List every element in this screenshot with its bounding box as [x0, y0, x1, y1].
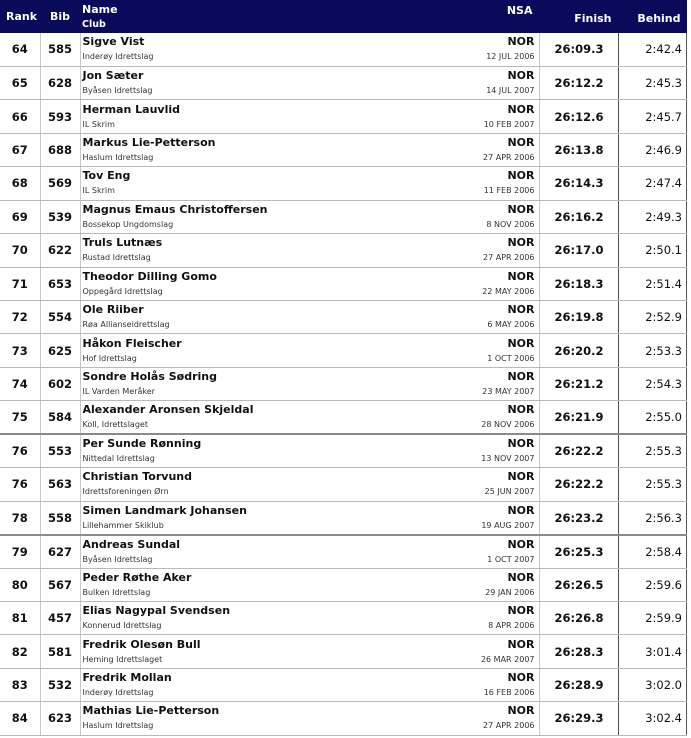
club-name: Lillehammer Skiklub [82, 520, 164, 530]
rank-cell: 84 [0, 702, 40, 735]
behind-time: 3:02.4 [618, 702, 687, 735]
athlete-name[interactable]: Andreas Sundal [82, 537, 181, 551]
name-cell [80, 66, 460, 99]
birth-date: 14 JUL 2007 [486, 86, 535, 96]
nsa-code: NOR [507, 303, 535, 317]
athlete-name[interactable]: Fredrik Olesøn Bull [82, 637, 201, 651]
bib-cell: 627 [40, 535, 80, 568]
finish-time: 26:22.2 [539, 468, 618, 501]
table-body [0, 33, 687, 735]
birth-date: 22 MAY 2006 [482, 286, 535, 296]
table-row[interactable] [0, 33, 687, 66]
finish-time: 26:14.3 [539, 167, 618, 200]
behind-time: 2:45.3 [618, 66, 687, 99]
birth-date: 8 NOV 2006 [486, 219, 535, 229]
bib-cell: 569 [40, 167, 80, 200]
table-row[interactable] [0, 334, 687, 367]
name-cell [80, 267, 460, 300]
nsa-code: NOR [507, 637, 535, 651]
nsa-code: NOR [507, 570, 535, 584]
bib-cell: 623 [40, 702, 80, 735]
birth-date: 16 FEB 2006 [483, 688, 535, 698]
athlete-name[interactable]: Markus Lie-Petterson [82, 136, 216, 150]
bib-cell: 553 [40, 434, 80, 467]
nsa-cell [460, 66, 539, 99]
nsa-code: NOR [507, 202, 535, 216]
nsa-cell [460, 33, 539, 66]
table-row[interactable] [0, 568, 687, 601]
behind-time: 3:02.0 [618, 668, 687, 701]
nsa-cell [460, 167, 539, 200]
table-row[interactable] [0, 501, 687, 534]
nsa-cell [460, 200, 539, 233]
name-cell [80, 334, 460, 367]
rank-cell: 69 [0, 200, 40, 233]
bib-cell: 532 [40, 668, 80, 701]
bib-cell: 688 [40, 133, 80, 166]
club-name: IL Varden Meråker [82, 387, 155, 397]
bib-cell: 558 [40, 501, 80, 534]
rank-cell: 68 [0, 167, 40, 200]
finish-time: 26:21.9 [539, 401, 618, 434]
table-row[interactable] [0, 535, 687, 568]
club-name: Rustad Idrettslag [82, 253, 151, 263]
club-name: Haslum Idrettslag [82, 153, 154, 163]
name-cell [80, 702, 460, 735]
table-row[interactable] [0, 468, 687, 501]
nsa-code: NOR [507, 35, 535, 49]
behind-time: 2:56.3 [618, 501, 687, 534]
behind-time: 2:51.4 [618, 267, 687, 300]
birth-date: 1 OCT 2006 [487, 353, 535, 363]
athlete-name[interactable]: Sigve Vist [82, 35, 145, 49]
finish-time: 26:16.2 [539, 200, 618, 233]
rank-cell: 79 [0, 535, 40, 568]
name-cell [80, 301, 460, 334]
birth-date: 27 APR 2006 [483, 721, 535, 731]
bib-cell: 584 [40, 401, 80, 434]
nsa-cell [460, 535, 539, 568]
birth-date: 11 FEB 2006 [483, 186, 535, 196]
club-name: Bossekop Ungdomslag [82, 219, 174, 229]
athlete-name[interactable]: Magnus Emaus Christoffersen [82, 202, 268, 216]
bib-cell: 567 [40, 568, 80, 601]
behind-time: 2:52.9 [618, 301, 687, 334]
table-row[interactable] [0, 367, 687, 400]
behind-time: 2:55.0 [618, 401, 687, 434]
behind-time: 2:58.4 [618, 535, 687, 568]
athlete-name[interactable]: Ole Riiber [82, 303, 144, 317]
rank-cell: 76 [0, 468, 40, 501]
rank-cell: 70 [0, 234, 40, 267]
behind-time: 2:47.4 [618, 167, 687, 200]
nsa-code: NOR [507, 102, 535, 116]
behind-time: 2:55.3 [618, 434, 687, 467]
athlete-name[interactable]: Truls Lutnæs [82, 236, 163, 250]
table-header [0, 0, 687, 33]
athlete-name[interactable]: Fredrik Mollan [82, 671, 172, 685]
athlete-name[interactable]: Sondre Holås Sødring [82, 370, 217, 384]
table-row[interactable] [0, 401, 687, 434]
rank-cell: 66 [0, 100, 40, 133]
nsa-code: NOR [507, 269, 535, 283]
name-cell [80, 434, 460, 467]
club-name: Idrettsforeningen Ørn [82, 487, 169, 497]
finish-time: 26:25.3 [539, 535, 618, 568]
club-name: Inderøy Idrettslag [82, 52, 154, 62]
rank-cell: 65 [0, 66, 40, 99]
name-cell [80, 33, 460, 66]
rank-cell: 67 [0, 133, 40, 166]
nsa-cell [460, 133, 539, 166]
bib-cell: 457 [40, 601, 80, 634]
finish-time: 26:28.9 [539, 668, 618, 701]
bib-cell: 563 [40, 468, 80, 501]
table-row[interactable] [0, 133, 687, 166]
club-name: Hof Idrettslag [82, 353, 137, 363]
finish-time: 26:23.2 [539, 501, 618, 534]
finish-time: 26:19.8 [539, 301, 618, 334]
nsa-cell [460, 100, 539, 133]
athlete-name[interactable]: Per Sunde Rønning [82, 437, 202, 451]
behind-time: 2:42.4 [618, 33, 687, 66]
header-name: Name [82, 2, 118, 16]
table-row[interactable] [0, 434, 687, 467]
bib-cell: 625 [40, 334, 80, 367]
bib-cell: 554 [40, 301, 80, 334]
finish-time: 26:12.6 [539, 100, 618, 133]
rank-cell: 83 [0, 668, 40, 701]
athlete-name[interactable]: Alexander Aronsen Skjeldal [82, 403, 254, 417]
bib-cell: 653 [40, 267, 80, 300]
nsa-code: NOR [507, 537, 535, 551]
nsa-cell [460, 568, 539, 601]
finish-time: 26:20.2 [539, 334, 618, 367]
birth-date: 29 JAN 2006 [485, 587, 535, 597]
nsa-code: NOR [507, 136, 535, 150]
bib-cell: 539 [40, 200, 80, 233]
club-name: Koll, Idrettslaget [82, 420, 148, 430]
athlete-name[interactable]: Simen Landmark Johansen [82, 503, 247, 517]
name-cell [80, 568, 460, 601]
birth-date: 27 APR 2006 [483, 153, 535, 163]
athlete-name[interactable]: Peder Røthe Aker [82, 570, 192, 584]
nsa-cell [460, 702, 539, 735]
club-name: Bulken Idrettslag [82, 587, 151, 597]
finish-time: 26:18.3 [539, 267, 618, 300]
rank-cell: 72 [0, 301, 40, 334]
table-row[interactable] [0, 100, 687, 133]
header-club: Club [82, 18, 106, 30]
name-cell [80, 200, 460, 233]
table-row[interactable] [0, 668, 687, 701]
behind-time: 3:01.4 [618, 635, 687, 668]
birth-date: 6 MAY 2006 [487, 320, 535, 330]
finish-time: 26:28.3 [539, 635, 618, 668]
birth-date: 19 AUG 2007 [481, 520, 535, 530]
name-cell [80, 100, 460, 133]
club-name: Heming Idrettslaget [82, 654, 163, 664]
club-name: Byåsen Idrettslag [82, 554, 153, 564]
finish-time: 26:17.0 [539, 234, 618, 267]
nsa-cell [460, 367, 539, 400]
name-cell [80, 668, 460, 701]
table-row[interactable] [0, 234, 687, 267]
behind-time: 2:45.7 [618, 100, 687, 133]
rank-cell: 82 [0, 635, 40, 668]
nsa-cell [460, 267, 539, 300]
table-row[interactable] [0, 301, 687, 334]
finish-time: 26:13.8 [539, 133, 618, 166]
behind-time: 2:55.3 [618, 468, 687, 501]
table-row[interactable] [0, 200, 687, 233]
name-cell [80, 501, 460, 534]
behind-time: 2:49.3 [618, 200, 687, 233]
behind-time: 2:59.9 [618, 601, 687, 634]
bib-cell: 628 [40, 66, 80, 99]
finish-time: 26:09.3 [539, 33, 618, 66]
nsa-code: NOR [507, 437, 535, 451]
finish-time: 26:21.2 [539, 367, 618, 400]
club-name: Konnerud Idrettslag [82, 621, 162, 631]
birth-date: 8 APR 2006 [488, 621, 535, 631]
athlete-name[interactable]: Theodor Dilling Gomo [82, 269, 217, 283]
nsa-code: NOR [507, 503, 535, 517]
rank-cell: 76 [0, 434, 40, 467]
name-cell [80, 167, 460, 200]
rank-cell: 71 [0, 267, 40, 300]
nsa-cell [460, 668, 539, 701]
nsa-code: NOR [507, 336, 535, 350]
finish-time: 26:26.8 [539, 601, 618, 634]
table-row[interactable] [0, 66, 687, 99]
header-behind[interactable]: Behind [618, 0, 687, 33]
athlete-name[interactable]: Mathias Lie-Petterson [82, 704, 220, 718]
name-cell [80, 635, 460, 668]
birth-date: 26 MAR 2007 [480, 654, 535, 664]
club-name: Inderøy Idrettslag [82, 688, 154, 698]
nsa-cell [460, 334, 539, 367]
birth-date: 25 JUN 2007 [484, 487, 535, 497]
nsa-cell [460, 601, 539, 634]
rank-cell: 80 [0, 568, 40, 601]
rank-cell: 75 [0, 401, 40, 434]
birth-date: 1 OCT 2007 [487, 554, 535, 564]
nsa-cell [460, 401, 539, 434]
nsa-cell [460, 501, 539, 534]
club-name: Nittedal Idrettslag [82, 454, 155, 464]
club-name: Byåsen Idrettslag [82, 86, 153, 96]
name-cell [80, 468, 460, 501]
club-name: Oppegård Idrettslag [82, 286, 163, 296]
athlete-name[interactable]: Christian Torvund [82, 470, 192, 484]
header-row [0, 0, 687, 33]
birth-date: 27 APR 2006 [483, 253, 535, 263]
header-bib[interactable]: Bib [49, 10, 71, 23]
athlete-name[interactable]: Håkon Fleischer [82, 336, 182, 350]
nsa-code: NOR [507, 671, 535, 685]
birth-date: 23 MAY 2007 [482, 387, 535, 397]
name-cell [80, 367, 460, 400]
table-row[interactable] [0, 167, 687, 200]
athlete-name[interactable]: Herman Lauvlid [82, 102, 180, 116]
rank-cell: 81 [0, 601, 40, 634]
club-name: Haslum Idrettslag [82, 721, 154, 731]
header-nsa[interactable]: NSA [460, 0, 539, 33]
nsa-code: NOR [507, 704, 535, 718]
name-cell [80, 401, 460, 434]
athlete-name[interactable]: Tov Eng [82, 169, 131, 183]
rank-cell: 78 [0, 501, 40, 534]
nsa-code: NOR [507, 604, 535, 618]
nsa-code: NOR [507, 236, 535, 250]
athlete-name[interactable]: Jon Sæter [82, 69, 144, 83]
header-name-club[interactable] [80, 0, 460, 33]
finish-time: 26:12.2 [539, 66, 618, 99]
nsa-cell [460, 468, 539, 501]
behind-time: 2:59.6 [618, 568, 687, 601]
birth-date: 12 JUL 2006 [486, 52, 535, 62]
finish-time: 26:29.3 [539, 702, 618, 735]
rank-cell: 64 [0, 33, 40, 66]
nsa-code: NOR [507, 69, 535, 83]
club-name: IL Skrim [82, 186, 115, 196]
header-finish[interactable]: Finish [539, 0, 618, 33]
bib-cell: 602 [40, 367, 80, 400]
bib-cell: 622 [40, 234, 80, 267]
name-cell [80, 133, 460, 166]
rank-cell: 74 [0, 367, 40, 400]
table-row[interactable] [0, 702, 687, 735]
behind-time: 2:54.3 [618, 367, 687, 400]
nsa-cell [460, 301, 539, 334]
bib-cell: 585 [40, 33, 80, 66]
name-cell [80, 234, 460, 267]
nsa-code: NOR [507, 403, 535, 417]
behind-time: 2:50.1 [618, 234, 687, 267]
behind-time: 2:46.9 [618, 133, 687, 166]
rank-cell: 73 [0, 334, 40, 367]
name-cell [80, 601, 460, 634]
nsa-code: NOR [507, 470, 535, 484]
birth-date: 28 NOV 2006 [481, 420, 535, 430]
table-row[interactable] [0, 635, 687, 668]
behind-time: 2:53.3 [618, 334, 687, 367]
athlete-name[interactable]: Elias Nagypal Svendsen [82, 604, 231, 618]
nsa-cell [460, 434, 539, 467]
nsa-code: NOR [507, 370, 535, 384]
finish-time: 26:22.2 [539, 434, 618, 467]
bib-cell: 581 [40, 635, 80, 668]
nsa-cell [460, 635, 539, 668]
club-name: IL Skrim [82, 119, 115, 129]
birth-date: 10 FEB 2007 [483, 119, 535, 129]
nsa-code: NOR [507, 169, 535, 183]
bib-cell: 593 [40, 100, 80, 133]
finish-time: 26:26.5 [539, 568, 618, 601]
name-cell [80, 535, 460, 568]
header-rank[interactable]: Rank [6, 10, 38, 23]
club-name: Røa Allianseidrettslag [82, 320, 170, 330]
birth-date: 13 NOV 2007 [481, 454, 535, 464]
table-row[interactable] [0, 267, 687, 300]
table-row[interactable] [0, 601, 687, 634]
nsa-cell [460, 234, 539, 267]
